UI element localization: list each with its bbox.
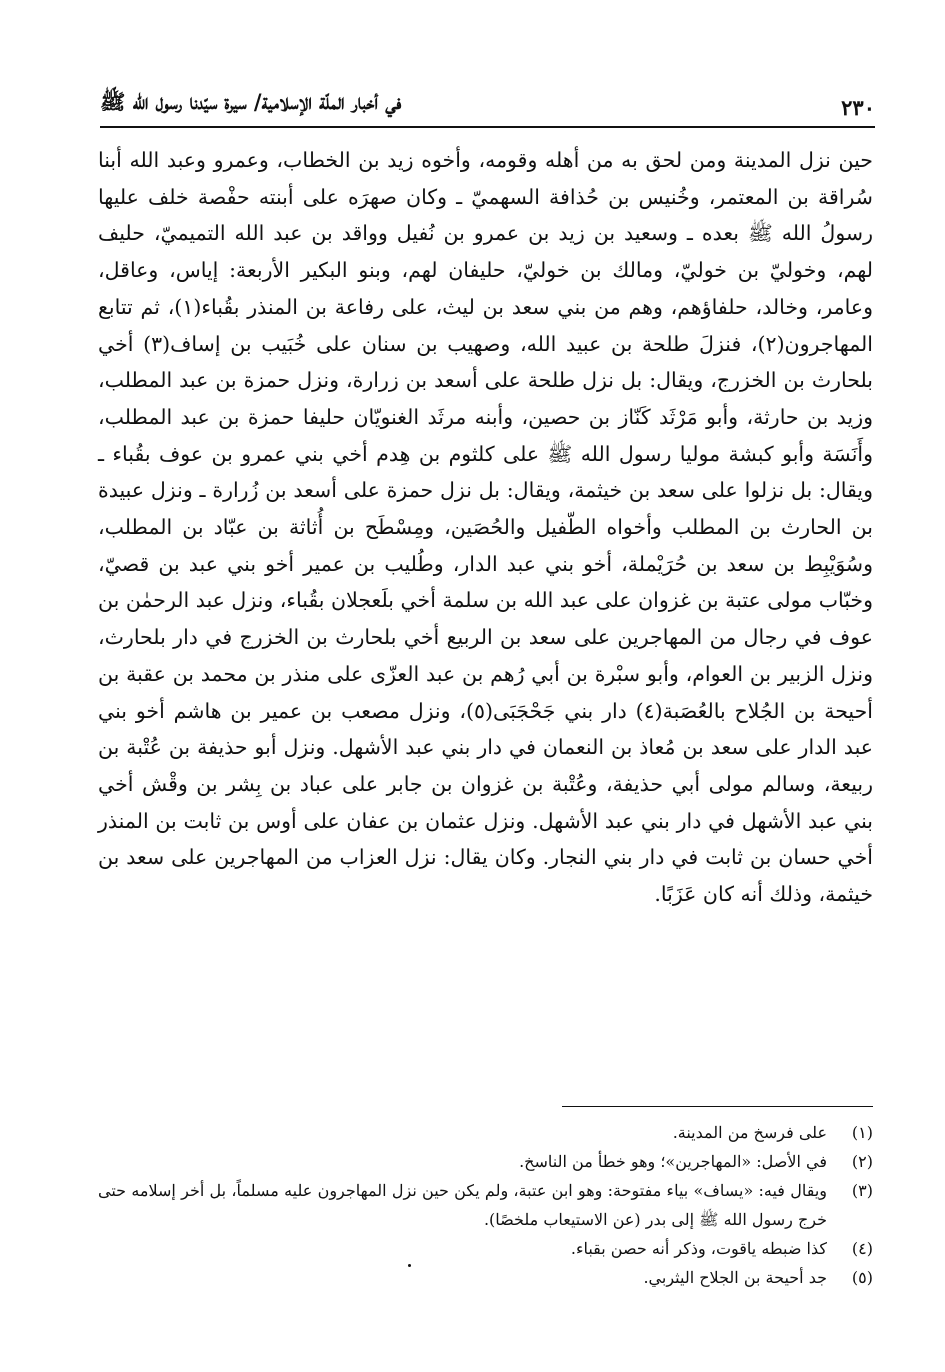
footnote-item <box>98 1234 873 1263</box>
header-rule <box>100 126 875 128</box>
footnote-number: (٤) <box>851 1239 873 1258</box>
footnote-item <box>98 1147 873 1176</box>
body-paragraph: حين نزل المدينة ومن لحق به من أهله وقومه، وأخوه زيد بن الخطاب، وعمرو وعبد الله أبنا سُراقة بن المعتمر، وخُنيس بن حُذافة السهميّ ـ وكان صهرَه على أبنته حفْصة خلف عليها رسولُ الله ﷺ بعده ـ وسعيد بن زيد بن عمرو بن نُفيل وواقد بن عبد الله التميميّ، حليف لهم، وخوليّ بن خوليّ، ومالك بن خوليّ، حليفان لهم، وبنو البكير الأربعة: إياس، وعاقل، وعامر، وخالد، حلفاؤهم، وهم من بني سعد بن ليث، على رفاعة بن المنذر بقُباء(١)، ثم تتابع المهاجرون(٢)، فنزلَ طلحة بن عبيد الله، وصهيب بن سنان على خُبَيب بن إساف(٣) أخي بلحارث بن الخزرج، ويقال: بل نزل طلحة على أسعد بن زرارة، ونزل حمزة بن عبد المطلب، وزيد بن حارثة، وأبو مَرْثَد كَنّاز بن حصين، وأبنه مرثَد الغنويّان حليفا حمزة بن عبد المطلب، وأَنَسَة وأبو كبشة موليا رسول الله ﷺ على كلثوم بن هِدم أخي بني عمرو بن عوف بقُباء ـ ويقال: بل نزلوا على سعد بن خيثمة، ويقال: بل نزل حمزة على أسعد بن زُرارة ـ ونزل عبيدة بن الحارث بن المطلب وأخواه الطّفيل والحُصَين، ومِسْطَح بن أُثاثة بن عبّاد بن المطلب، وسُوَيْبِط بن سعد بن حُرَيْملة، أخو بني عبد الدار، وطُليب بن عمير أخو بني عبد بن قصيّ، وخبّاب مولى عتبة بن غزوان على عبد الله بن سلمة أخي بلَعجلان بقُباء، ونزل عبد الرحمٰن بن عوف في رجال من المهاجرين على سعد بن الربيع أخي بلحارث بن الخزرج في دار بلحارث، ونزل الزبير بن العوام، وأبو سبْرة بن أبي رُهم بن عبد العزّى على منذر بن محمد بن عقبة بن أحيحة بن الجُلاح بالعُصَبة(٤) دار بني جَحْجَبَى(٥)، ونزل مصعب بن عمير بن هاشم أخو بني عبد الدار على سعد بن مُعاذ بن النعمان في دار بني عبد الأشهل. ونزل أبو حذيفة بن عُتْبة بن ربيعة، وسالم مولى أبي حذيفة، وعُتْبة بن غزوان بن جابر على عباد بن بِشر بن وقْش أخي بني عبد الأشهل في دار بني عبد الأشهل. ونزل عثمان بن عفان على أوس بن ثابت بن المنذر أخي حسان بن ثابت في دار بني النجار. وكان يقال: نزل العزاب من المهاجرين على سعد بن خيثمة، وذلك أنه كان عَزَبًا. <box>98 148 874 907</box>
footnote-number: (٣) <box>851 1181 873 1200</box>
footnote-separator <box>562 1106 873 1107</box>
footnote-number: (٥) <box>851 1268 873 1287</box>
page-number: ٢٣٠ <box>841 95 875 120</box>
footnote-text: على فرسخ من المدينة. <box>672 1123 827 1142</box>
footnote-text: كذا ضبطه ياقوت، وذكر أنه حصن بقباء. <box>570 1239 827 1258</box>
running-title: في أخبار الملّة الإسلامية/ سيرة سيّدنا رسول الله ﷺ <box>100 89 402 114</box>
footnotes <box>98 1118 873 1292</box>
main-text-block <box>98 142 873 913</box>
footnote-item <box>98 1263 873 1292</box>
footnote-item <box>98 1118 873 1147</box>
footnote-number: (١) <box>851 1123 873 1142</box>
scan-speck <box>408 1264 411 1267</box>
footnote-number: (٢) <box>851 1152 873 1171</box>
running-header <box>100 86 875 120</box>
footnote-item <box>98 1176 873 1234</box>
footnote-text: ويقال فيه: «يساف» بياء مفتوحة: وهو ابن عتبة، ولم يكن حين نزل المهاجرون عليه مسلماً، بل أخر إسلامه حتى خرج رسول الله ﷺ إلى بدر (عن الاستيعاب ملخصًا). <box>98 1181 827 1229</box>
footnote-text: في الأصل: «المهاجرين»؛ وهو خطأ من الناسخ. <box>519 1152 827 1171</box>
footnote-text: جد أحيحة بن الجلاح اليثربي. <box>643 1268 827 1287</box>
